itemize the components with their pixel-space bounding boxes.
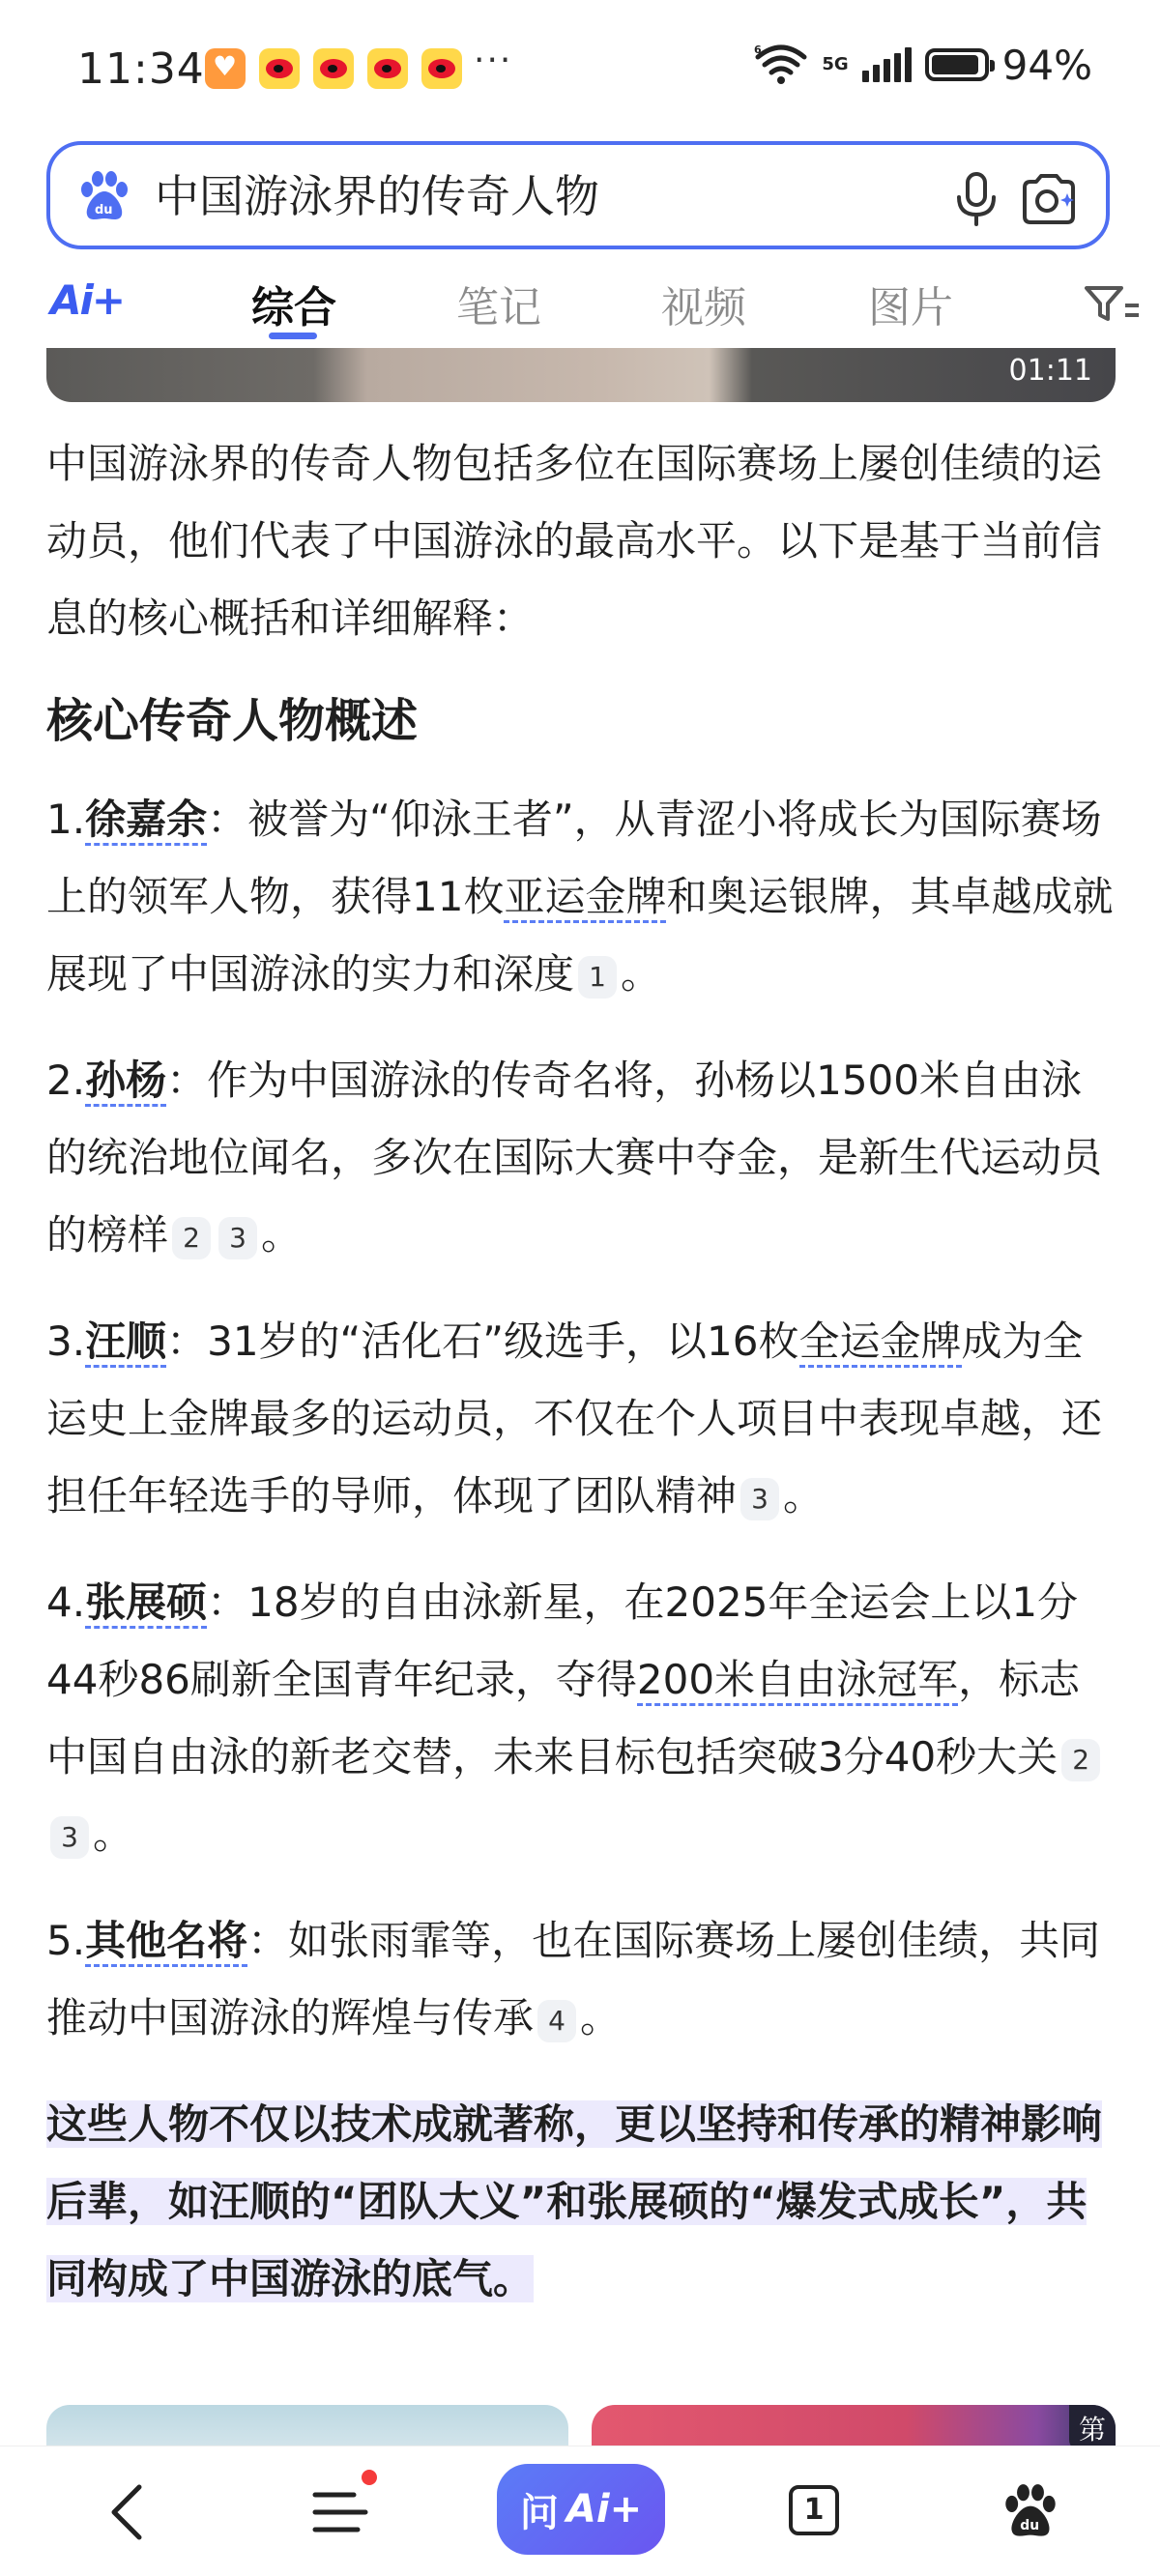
heart-app-notification-icon bbox=[205, 48, 246, 89]
more-notifications-indicator: ··· bbox=[474, 41, 513, 80]
item-text: 成为全运史上金牌最多的运动员，不仅在个人项目中表现卓越，还担任年轻选手的导师，体现了团队精神 bbox=[46, 1317, 1103, 1520]
item-text: ：18岁的自由泳新星，在2025年全运会上以1分44秒86刷新全国青年纪录，夺得 bbox=[46, 1578, 1079, 1703]
back-arrow-icon[interactable] bbox=[102, 2481, 151, 2543]
item-number: 1. bbox=[46, 796, 86, 843]
section-heading: 核心传奇人物概述 bbox=[46, 694, 419, 748]
baidu-home-icon[interactable] bbox=[1001, 2483, 1059, 2541]
item-text: ：如张雨霏等，也在国际赛场上屡创佳绩，共同推动中国游泳的辉煌与传承 bbox=[46, 1917, 1101, 2041]
window-count-button[interactable]: 1 bbox=[789, 2485, 839, 2535]
intro-paragraph: 中国游泳界的传奇人物包括多位在国际赛场上屡创佳绩的运动员，他们代表了中国游泳的最高水平。以下是基于当前信息的核心概括和详细解释： bbox=[46, 440, 1103, 642]
item-end: 。 bbox=[93, 1810, 134, 1858]
active-tab-indicator bbox=[269, 333, 317, 339]
weibo-notification-icon bbox=[259, 48, 300, 89]
wifi-icon bbox=[754, 43, 808, 86]
signal-strength-icon bbox=[862, 47, 912, 82]
tab-notes[interactable]: 笔记 bbox=[456, 283, 541, 333]
svg-text:du: du bbox=[1020, 2518, 1040, 2534]
citation-badge[interactable]: 2 bbox=[172, 1217, 211, 1259]
item-number: 5. bbox=[46, 1917, 86, 1964]
menu-icon[interactable] bbox=[311, 2487, 369, 2537]
notification-dot bbox=[362, 2470, 377, 2485]
ai-answer-content bbox=[46, 425, 1116, 2318]
tab-videos[interactable]: 视频 bbox=[661, 283, 746, 333]
video-duration: 01:11 bbox=[1008, 354, 1092, 388]
item-end: 。 bbox=[783, 1472, 825, 1520]
citation-badge[interactable]: 1 bbox=[578, 956, 617, 999]
citation-badge[interactable]: 3 bbox=[218, 1217, 257, 1259]
person-link[interactable]: 张展硕 bbox=[85, 1578, 207, 1629]
list-item bbox=[46, 1303, 1116, 1535]
item-text: ：作为中国游泳的传奇名将，孙杨以1500米自由泳的统治地位闻名，多次在国际大赛中夺金，是新生代运动员的榜样 bbox=[46, 1056, 1103, 1259]
ask-ai-label: 问 bbox=[519, 2490, 559, 2535]
person-link[interactable]: 徐嘉余 bbox=[85, 796, 207, 846]
citation-badge[interactable]: 3 bbox=[740, 1478, 779, 1520]
tab-images[interactable]: 图片 bbox=[868, 283, 953, 333]
baidu-paw-icon[interactable] bbox=[77, 170, 131, 224]
person-link[interactable]: 其他名将 bbox=[85, 1917, 247, 1967]
bottom-navigation bbox=[0, 2446, 1160, 2576]
svg-text:du: du bbox=[95, 203, 113, 217]
battery-icon bbox=[925, 48, 989, 81]
weibo-notification-icon bbox=[367, 48, 408, 89]
search-input[interactable]: 中国游泳界的传奇人物 bbox=[155, 170, 599, 222]
item-text: ：31岁的“活化石”级选手，以16枚 bbox=[166, 1317, 799, 1365]
ask-ai-suffix: Ai+ bbox=[566, 2487, 643, 2532]
citation-badge[interactable]: 2 bbox=[1061, 1739, 1100, 1781]
search-bar[interactable] bbox=[46, 141, 1110, 249]
list-item bbox=[46, 1042, 1116, 1274]
video-thumbnail[interactable] bbox=[46, 348, 1116, 402]
ai-mode-button[interactable]: Ai+ bbox=[50, 276, 125, 324]
image-corner-label: 第 bbox=[1069, 2405, 1116, 2451]
keyword-link[interactable]: 200米自由泳冠军 bbox=[637, 1656, 958, 1706]
ask-ai-button[interactable] bbox=[497, 2464, 665, 2555]
status-time: 11:34 bbox=[77, 44, 205, 94]
item-text: 和奥运银牌，其卓越成就展现了中国游泳的实力和深度 bbox=[46, 873, 1114, 998]
list-item bbox=[46, 1902, 1116, 2057]
summary-paragraph bbox=[46, 2086, 1116, 2318]
search-tabs bbox=[0, 263, 1160, 342]
camera-search-icon[interactable] bbox=[1019, 172, 1079, 226]
list-item bbox=[46, 781, 1116, 1013]
filter-icon[interactable] bbox=[1083, 282, 1141, 325]
keyword-link[interactable]: 全运金牌 bbox=[799, 1317, 962, 1368]
summary-text: 这些人物不仅以技术成就著称，更以坚持和传承的精神影响后辈，如汪顺的“团队大义”和张展硕的“爆发式成长”，共同构成了中国游泳的底气。 bbox=[46, 2100, 1103, 2302]
item-end: 。 bbox=[621, 950, 662, 998]
wifi-label: 6 bbox=[754, 43, 762, 56]
item-number: 4. bbox=[46, 1578, 86, 1626]
keyword-link[interactable]: 亚运金牌 bbox=[504, 873, 666, 923]
list-item bbox=[46, 1564, 1116, 1873]
status-bar bbox=[0, 0, 1160, 135]
tab-comprehensive[interactable]: 综合 bbox=[251, 283, 336, 333]
citation-badge[interactable]: 4 bbox=[537, 2000, 576, 2042]
item-text: ：被誉为“仰泳王者”，从青涩小将成长为国际赛场上的领军人物，获得11枚 bbox=[46, 796, 1102, 920]
item-text: ，标志中国自由泳的新老交替，未来目标包括突破3分40秒大关 bbox=[46, 1656, 1081, 1780]
item-end: 。 bbox=[580, 1994, 622, 2041]
network-type-label: 5G bbox=[822, 54, 849, 74]
microphone-icon[interactable] bbox=[955, 172, 998, 226]
battery-percent: 94% bbox=[1001, 41, 1092, 89]
citation-badge[interactable]: 3 bbox=[50, 1816, 89, 1859]
weibo-notification-icon bbox=[313, 48, 354, 89]
item-number: 3. bbox=[46, 1317, 86, 1365]
person-link[interactable]: 汪顺 bbox=[85, 1317, 166, 1368]
weibo-notification-icon bbox=[421, 48, 462, 89]
item-end: 。 bbox=[261, 1211, 303, 1259]
item-number: 2. bbox=[46, 1056, 86, 1104]
person-link[interactable]: 孙杨 bbox=[85, 1056, 166, 1107]
